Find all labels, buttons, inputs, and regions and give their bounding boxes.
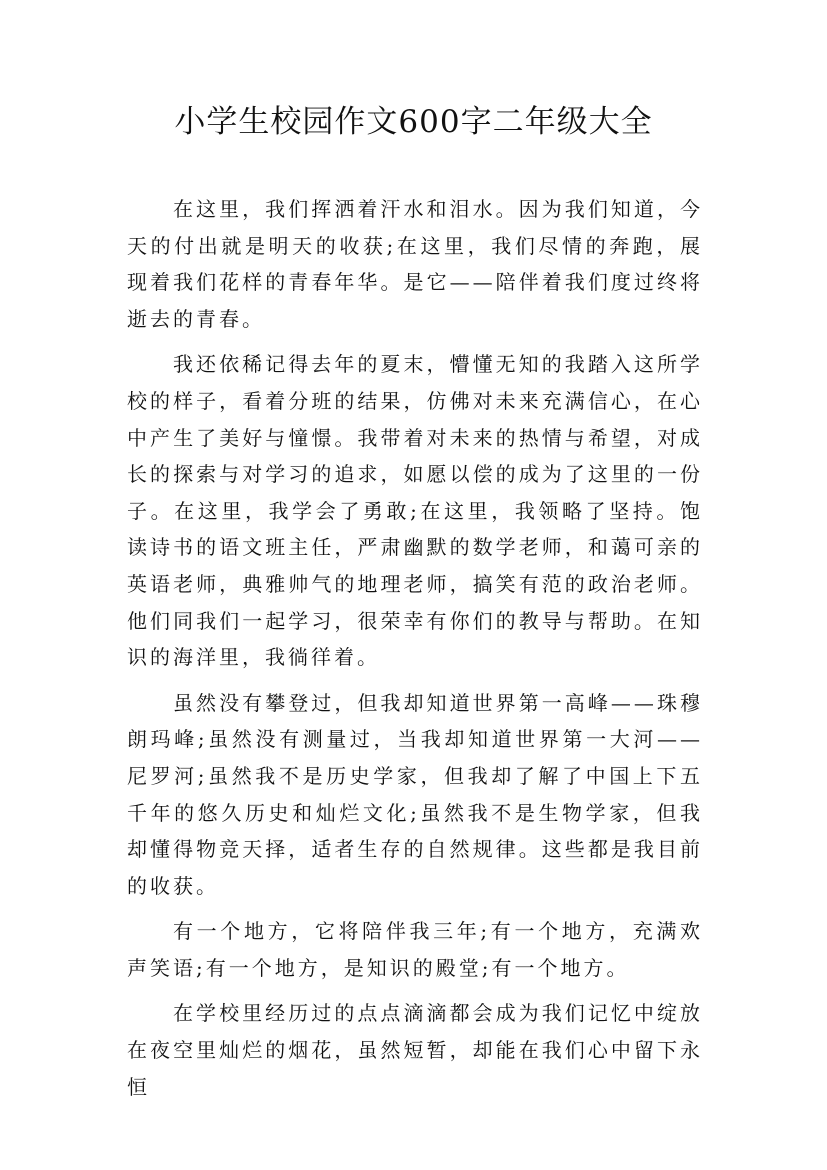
paragraph: 有一个地方，它将陪伴我三年;有一个地方，充满欢声笑语;有一个地方，是知识的殿堂;有一个地方。 [127,919,703,980]
paragraph: 在学校里经历过的点点滴滴都会成为我们记忆中绽放在夜空里灿烂的烟花，虽然短暂，却能在我们心中留下永恒 [127,1001,703,1099]
document-body [127,191,703,1114]
paragraph: 在这里，我们挥洒着汗水和泪水。因为我们知道，今天的付出就是明天的收获;在这里，我们尽情的奔跑，展现着我们花样的青春年华。是它——陪伴着我们度过终将逝去的青春。 [127,197,703,331]
document-title: 小学生校园作文600字二年级大全 [174,104,653,140]
paragraph: 我还依稀记得去年的夏末，懵懂无知的我踏入这所学校的样子，看着分班的结果，仿佛对未来充满信心，在心中产生了美好与憧憬。我带着对未来的热情与希望，对成长的探索与对学习的追求，如愿以偿的成为了这里的一份子。在这里，我学会了勇敢;在这里，我领略了坚持。饱读诗书的语文班主任，严肃幽默的数学老师，和蔼可亲的英语老师，典雅帅气的地理老师，搞笑有范的政治老师。他们同我们一起学习，很荣幸有你们的教导与帮助。在知识的海洋里，我徜徉着。 [127,352,703,670]
paragraph: 虽然没有攀登过，但我却知道世界第一高峰——珠穆朗玛峰;虽然没有测量过，当我却知道世界第一大河——尼罗河;虽然我不是历史学家，但我却了解了中国上下五千年的悠久历史和灿烂文化;虽然我不是生物学家，但我却懂得物竞天择，适者生存的自然规律。这些都是我目前的收获。 [127,690,703,898]
